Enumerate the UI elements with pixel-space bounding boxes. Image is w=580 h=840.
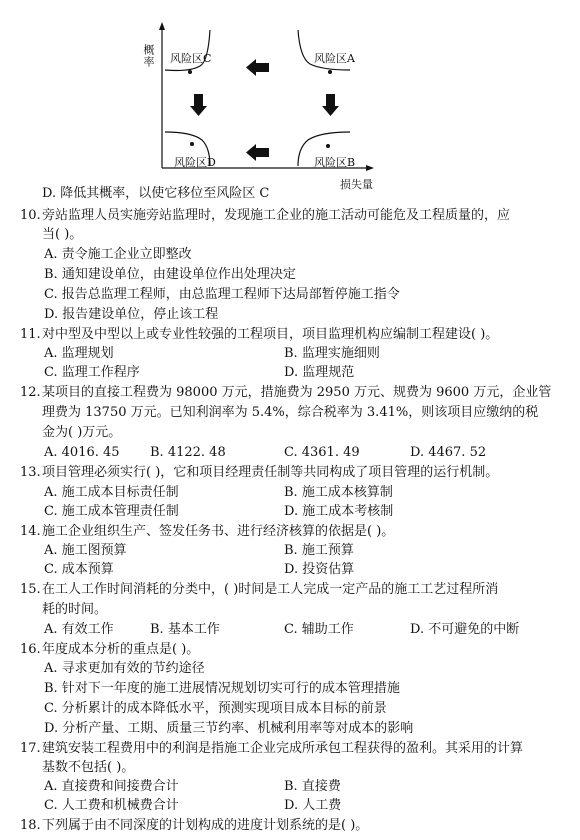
arrow-c-to-d bbox=[190, 94, 207, 116]
q13-option-c: C. 施工成本管理责任制 bbox=[44, 504, 179, 519]
zone-a-label: 风险区A bbox=[314, 52, 355, 65]
q11-option-a: A. 监理规划 bbox=[44, 346, 114, 361]
zone-a-point bbox=[328, 70, 332, 74]
q12-option-d: D. 4467. 52 bbox=[410, 445, 487, 460]
q13-stem: 项目管理必须实行( )，它和项目经理责任制等共同构成了项目管理的运行机制。 bbox=[42, 465, 499, 480]
q13-option-d: D. 施工成本考核制 bbox=[284, 504, 394, 519]
q10-option-b: B. 通知建设单位，由建设单位作出处理决定 bbox=[44, 267, 296, 282]
q10-option-d: D. 报告建设单位，停止该工程 bbox=[44, 307, 219, 322]
x-axis-label: 损失量 bbox=[340, 178, 373, 191]
zone-b-label: 风险区B bbox=[314, 156, 356, 169]
q15-option-c: C. 辅助工作 bbox=[284, 622, 354, 637]
q15-option-a: A. 有效工作 bbox=[44, 622, 114, 637]
q11-option-b: B. 监理实施细则 bbox=[284, 346, 380, 361]
q12-option-b: B. 4122. 48 bbox=[150, 445, 226, 460]
q11-stem: 对中型及中型以上或专业性较强的工程项目，项目监理机构应编制工程建设( )。 bbox=[42, 327, 499, 342]
q14-stem: 施工企业组织生产、签发任务书、进行经济核算的依据是( )。 bbox=[42, 524, 395, 539]
q13-option-a: A. 施工成本目标责任制 bbox=[44, 485, 179, 500]
q18-number: 18. bbox=[20, 818, 41, 833]
q9-option-d: D. 降低其概率，以使它移位至风险区 C bbox=[42, 186, 270, 201]
q17-stem-line1: 建筑安装工程费用中的利润是指施工企业完成所承包工程获得的盈利。其采用的计算 bbox=[42, 741, 524, 756]
q18-stem: 下列属于由不同深度的计划构成的进度计划系统的是( )。 bbox=[42, 818, 369, 833]
q14-option-a: A. 施工图预算 bbox=[44, 543, 127, 558]
q12-option-c: C. 4361. 49 bbox=[284, 445, 360, 460]
arrow-a-to-b bbox=[322, 94, 339, 116]
q14-number: 14. bbox=[20, 524, 41, 539]
q12-stem-line2: 理费为 13750 万元。已知利润率为 5.4%，综合税率为 3.41%，则该项目应缴纳的税 bbox=[42, 405, 539, 420]
zone-c-point bbox=[188, 70, 192, 74]
q11-option-d: D. 监理规范 bbox=[284, 365, 355, 380]
x-axis-arrowhead bbox=[366, 165, 374, 171]
q10-stem-line2: 当( )。 bbox=[42, 227, 83, 242]
q15-stem-line1: 在工人工作时间消耗的分类中，( )时间是工人完成一定产品的施工工艺过程所消 bbox=[42, 582, 499, 597]
q14-option-d: D. 投资估算 bbox=[284, 562, 355, 577]
q16-option-b: B. 针对下一年度的施工进展情况规划切实可行的成本管理措施 bbox=[44, 681, 400, 696]
q17-stem-line2: 基数不包括( )。 bbox=[42, 760, 135, 775]
q10-number: 10. bbox=[20, 208, 41, 223]
y-axis-arrowhead bbox=[159, 22, 165, 30]
arrow-a-to-c bbox=[246, 59, 269, 76]
q16-option-a: A. 寻求更加有效的节约途径 bbox=[44, 661, 205, 676]
q15-option-d: D. 不可避免的中断 bbox=[410, 622, 520, 637]
q16-option-d: D. 分析产量、工期、质量三节约率、机械利用率等对成本的影响 bbox=[44, 721, 414, 736]
q13-option-b: B. 施工成本核算制 bbox=[284, 485, 393, 500]
q16-number: 16. bbox=[20, 642, 41, 657]
q17-option-a: A. 直接费和间接费合计 bbox=[44, 779, 179, 794]
q12-option-a: A. 4016. 45 bbox=[44, 445, 120, 460]
q11-option-c: C. 监理工作程序 bbox=[44, 365, 140, 380]
q12-stem-line3: 金为( )万元。 bbox=[42, 425, 122, 440]
q14-option-b: B. 施工预算 bbox=[284, 543, 354, 558]
risk-zone-figure bbox=[142, 20, 390, 191]
q10-option-a: A. 责令施工企业立即整改 bbox=[44, 247, 192, 262]
q10-stem-line1: 旁站监理人员实施旁站监理时，发现施工企业的施工活动可能危及工程质量的，应 bbox=[42, 208, 511, 223]
q16-stem: 年度成本分析的重点是( )。 bbox=[42, 642, 200, 657]
q11-number: 11. bbox=[20, 327, 41, 342]
zone-d-label: 风险区D bbox=[174, 156, 216, 169]
q16-option-c: C. 分析累计的成本降低水平，预测实现项目成本目标的前景 bbox=[44, 701, 387, 716]
zone-b-point bbox=[326, 144, 330, 148]
arrow-b-to-d bbox=[246, 144, 269, 161]
q17-option-c: C. 人工费和机械费合计 bbox=[44, 798, 179, 813]
q12-stem-line1: 某项目的直接工程费为 98000 万元，措施费为 2950 万元、规费为 9600 万元，企业管 bbox=[42, 385, 552, 400]
zone-d-point bbox=[190, 142, 194, 146]
q13-number: 13. bbox=[20, 465, 41, 480]
q10-option-c: C. 报告总监理工程师，由总监理工程师下达局部暂停施工指令 bbox=[44, 287, 400, 302]
q12-number: 12. bbox=[20, 385, 41, 400]
zone-c-label: 风险区C bbox=[170, 52, 212, 65]
q17-number: 17. bbox=[20, 741, 41, 756]
y-axis-label: 概率 bbox=[142, 44, 155, 68]
q17-option-b: B. 直接费 bbox=[284, 779, 341, 794]
q15-number: 15. bbox=[20, 582, 41, 597]
q17-option-d: D. 人工费 bbox=[284, 798, 342, 813]
q15-option-b: B. 基本工作 bbox=[150, 622, 220, 637]
q15-stem-line2: 耗的时间。 bbox=[42, 602, 108, 617]
q14-option-c: C. 成本预算 bbox=[44, 562, 114, 577]
